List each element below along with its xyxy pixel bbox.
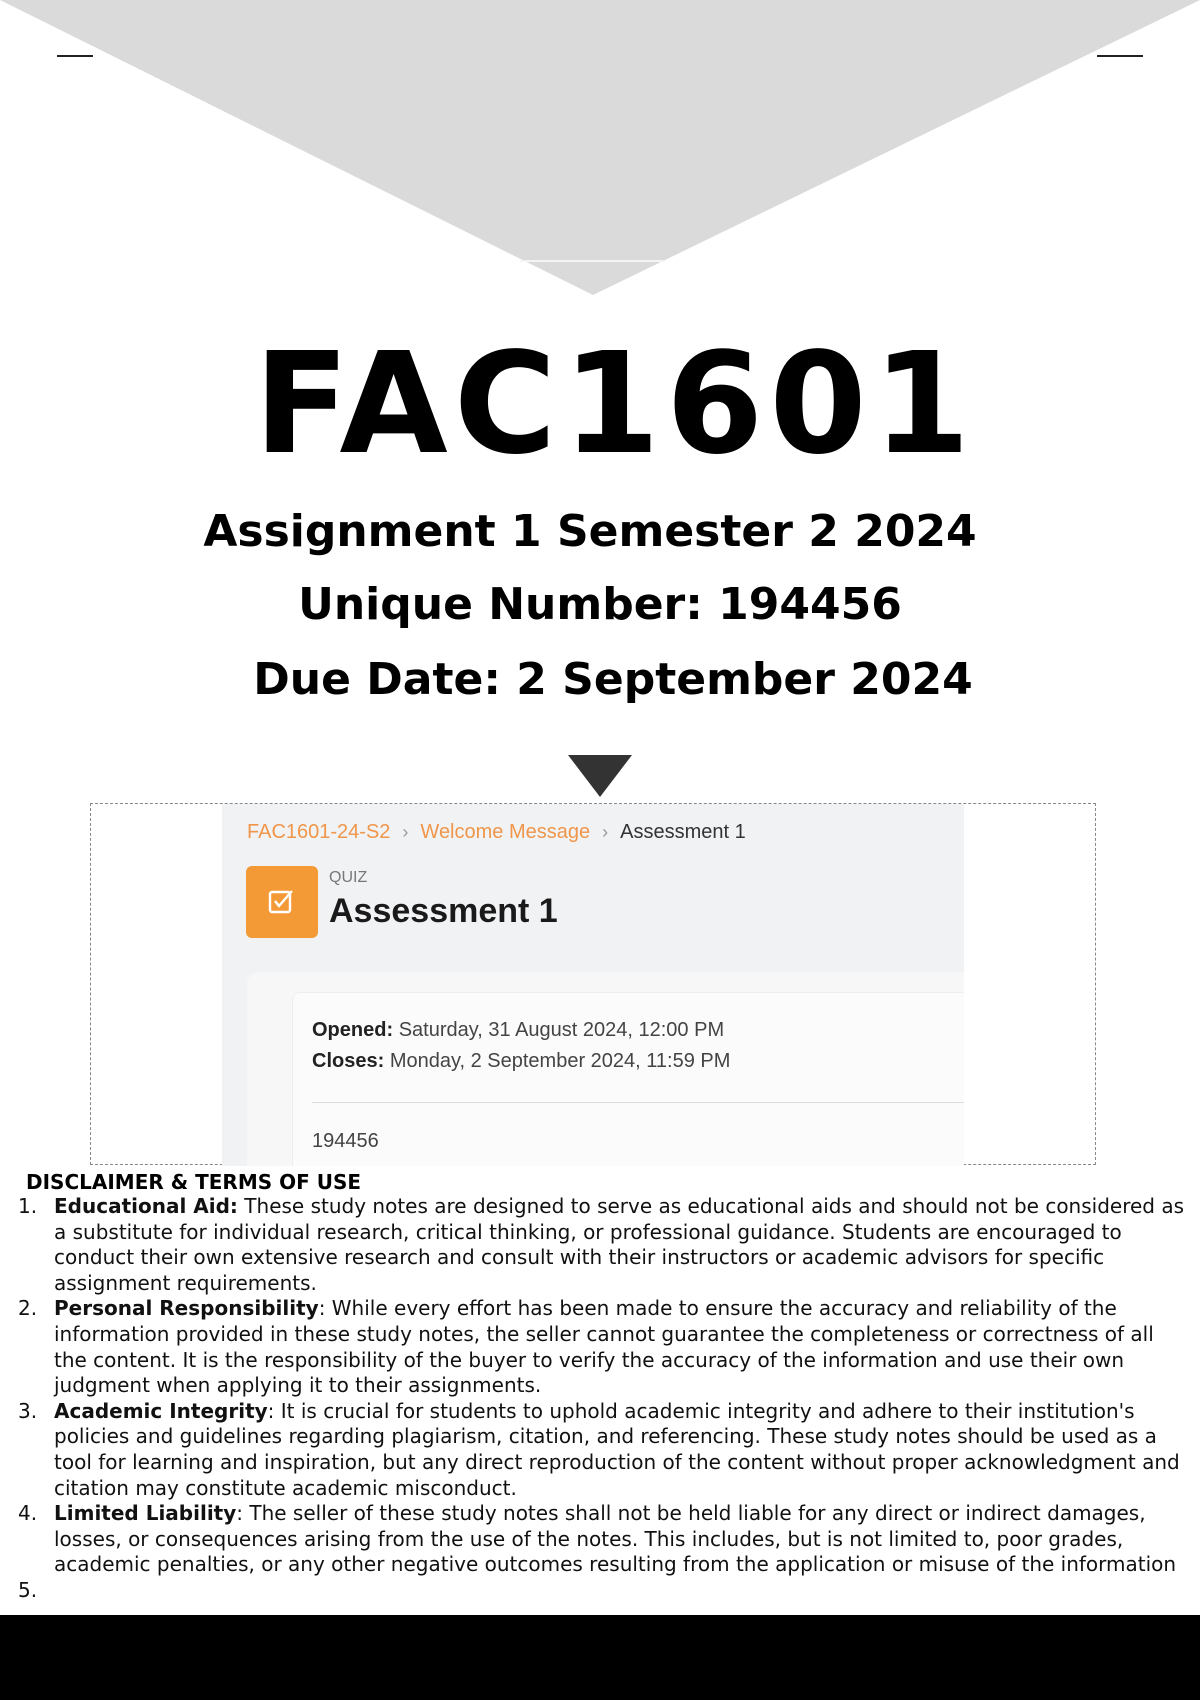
chevron-right-icon: › xyxy=(402,822,409,842)
term-heading: Personal Responsibility xyxy=(54,1296,319,1321)
disclaimer-title: DISCLAIMER & TERMS OF USE xyxy=(26,1170,362,1194)
opened-value: Saturday, 31 August 2024, 12:00 PM xyxy=(398,1019,725,1041)
term-text: : While every effort has been made to ensure the accuracy and reliability of the information provided in these study notes, the seller cannot guarantee the completeness or correctness of all the content. It is the responsibility of the buyer to verify the accuracy of the information and use their own judgment when applying it to their assignments. xyxy=(54,1296,1154,1398)
closes-value: Monday, 2 September 2024, 11:59 PM xyxy=(389,1050,731,1072)
breadcrumb-course-link[interactable]: FAC1601-24-S2 xyxy=(247,821,391,843)
closes-label: Closes: xyxy=(312,1050,385,1072)
term-item xyxy=(0,1501,1200,1578)
term-item xyxy=(0,1578,1200,1604)
breadcrumb-welcome-link[interactable]: Welcome Message xyxy=(420,821,591,843)
term-item xyxy=(0,1296,1200,1398)
quiz-type-label: QUIZ xyxy=(329,869,368,886)
quiz-title: Assessment 1 xyxy=(329,892,558,930)
term-number: 4. xyxy=(18,1501,38,1526)
assignment-line: Assignment 1 Semester 2 2024 xyxy=(203,506,977,557)
term-heading: Academic Integrity xyxy=(54,1398,268,1423)
term-number: 3. xyxy=(18,1398,38,1423)
unique-number-value: 194456 xyxy=(312,1130,379,1152)
terms-list xyxy=(0,1194,1200,1604)
breadcrumb xyxy=(247,821,746,844)
course-code-title: FAC1601 xyxy=(253,323,977,486)
checkbox-edit-icon xyxy=(268,888,296,916)
header-chevron-graphic xyxy=(0,0,1200,300)
unique-number-line: Unique Number: 194456 xyxy=(298,579,902,630)
opened-row xyxy=(312,1019,724,1042)
due-date-line: Due Date: 2 September 2024 xyxy=(253,654,973,705)
closes-row xyxy=(312,1050,730,1073)
chevron-right-icon: › xyxy=(602,822,609,842)
embedded-lms-screenshot xyxy=(222,804,964,1166)
footer-black-bar xyxy=(0,1615,1200,1700)
term-item xyxy=(0,1399,1200,1501)
term-text: : The seller of these study notes shall not be held liable for any direct or indirect damages, losses, or consequences arising from the use of the notes. This includes, but is not limited to, poor grades, academic penalties, or any other negative outcomes resulting from the application or misuse of the information xyxy=(54,1501,1177,1577)
opened-label: Opened: xyxy=(312,1019,394,1041)
term-item xyxy=(0,1194,1200,1296)
term-heading: Educational Aid: xyxy=(54,1194,238,1218)
quiz-icon xyxy=(246,866,318,938)
term-text: These study notes are designed to serve as educational aids and should not be considered as a substitute for individual research, critical thinking, or professional guidance. Students are encouraged to conduct their own extensive research and consult with their instructors or academic advisors for specific assignment requirements. xyxy=(54,1194,1185,1295)
breadcrumb-current: Assessment 1 xyxy=(620,821,746,843)
term-text: : It is crucial for students to uphold academic integrity and adhere to their institution's policies and guidelines regarding plagiarism, citation, and referencing. These study notes should be used as a tool for learning and inspiration, but any direct reproduction of the content without proper acknowledgment and citation may constitute academic misconduct. xyxy=(54,1398,1180,1500)
term-number: 2. xyxy=(18,1296,38,1321)
term-heading: Limited Liability xyxy=(54,1501,237,1526)
down-arrow-icon xyxy=(568,755,632,797)
divider xyxy=(312,1102,964,1103)
term-number: 1. xyxy=(18,1194,38,1218)
corner-line-right xyxy=(1097,55,1143,57)
corner-line-left xyxy=(57,55,93,57)
term-number: 5. xyxy=(18,1577,38,1602)
